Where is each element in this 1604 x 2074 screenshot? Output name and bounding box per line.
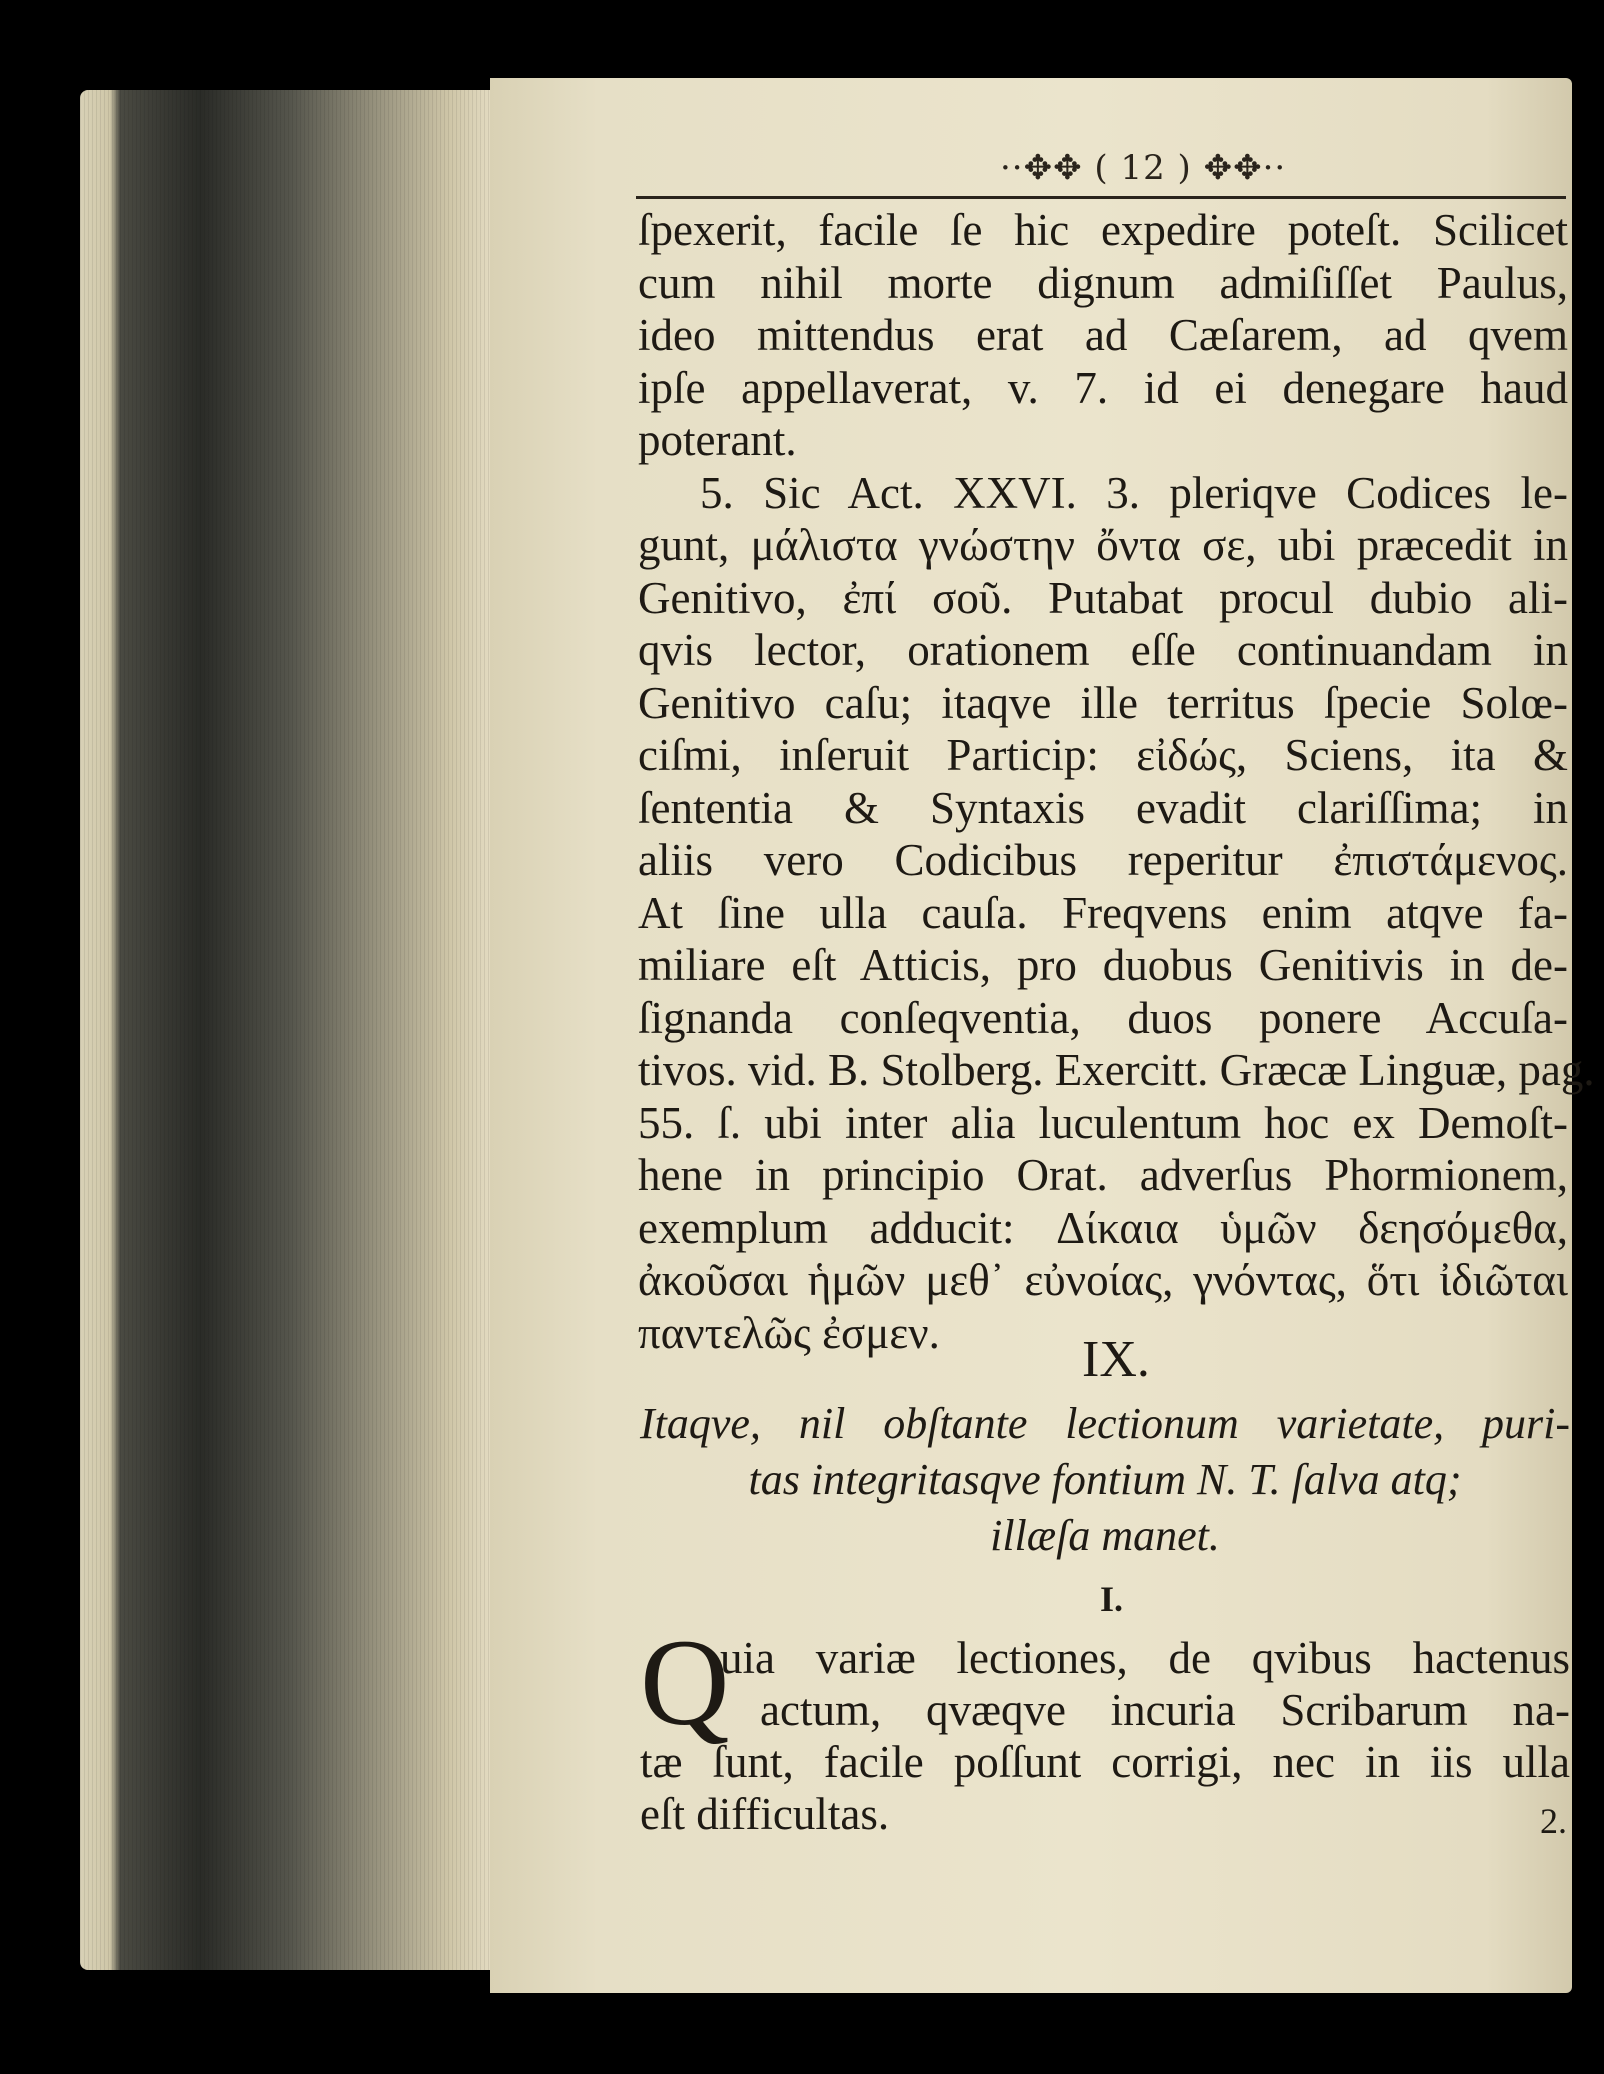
page-number: ( 12 ) <box>1094 148 1192 188</box>
text-line: tæ ſunt, facile poſſunt corrigi, nec in iis ulla <box>640 1737 1570 1787</box>
text-line: ideo mittendus erat ad Cæſarem, ad qvem <box>638 310 1568 360</box>
summary-line: illæſa manet. <box>990 1511 1220 1560</box>
section-heading: IX. <box>1082 1331 1150 1388</box>
text-line: ſpexerit, facile ſe hic expedire poteſt. Scilicet <box>638 205 1568 255</box>
text-line: aliis vero Codicibus reperitur ἐπιστάμενος. <box>638 835 1568 885</box>
text-line: exemplum adducit: Δίκαια ὑμῶν δεησόμεθα, <box>638 1202 1568 1253</box>
text-line: miliare eſt Atticis, pro duobus Genitivis in de- <box>638 940 1568 990</box>
text-line: tivos. vid. B. Stolberg. Exercitt. Græcæ Linguæ, pag. <box>638 1045 1595 1095</box>
main-text <box>638 204 1595 1359</box>
ornament-right: ✥✥·· <box>1191 148 1287 188</box>
text-line: eſt difficultas. <box>640 1789 890 1839</box>
text-line: 5. Sic Act. XXVI. 3. pleriqve Codices le- <box>700 467 1568 518</box>
page-header <box>1000 148 1286 188</box>
text-line: At ſine ulla cauſa. Freqvens enim atqve fa- <box>638 887 1568 938</box>
text-line: poterant. <box>638 415 797 465</box>
text-line: ipſe appellaverat, v. 7. id ei denegare haud <box>638 362 1568 413</box>
text-line: ſignanda conſeqventia, duos ponere Accuſa- <box>638 992 1568 1043</box>
text-line: qvis lector, orationem eſſe continuandam in <box>638 625 1568 675</box>
text-line: gunt, μάλιστα γνώστην ὄντα σε, ubi præcedit in <box>638 520 1568 570</box>
text-line: Genitivo, ἐπί σοῦ. Putabat procul dubio ali- <box>638 572 1568 623</box>
text-line: uia variæ lectiones, de qvibus hactenus <box>720 1633 1570 1683</box>
text-line: 55. ſ. ubi inter alia luculentum hoc ex Demoſt- <box>638 1097 1568 1148</box>
summary-line: Itaqve, nil obſtante lectionum varietate, puri- <box>640 1399 1570 1448</box>
subsection-text <box>640 1614 1570 1840</box>
text-line: ſententia & Syntaxis evadit clariſſima; in <box>638 782 1568 833</box>
section-summary <box>640 1396 1570 1564</box>
catchword: 2. <box>1540 1801 1567 1841</box>
subsection-numeral: I. <box>1100 1579 1124 1619</box>
book-fore-edge <box>80 90 490 1970</box>
drop-cap: Q <box>640 1614 730 1751</box>
ornament-left: ··✥✥ <box>1000 148 1095 188</box>
text-line: ciſmi, inſeruit Particip: εἰδώς, Sciens, ita & <box>638 730 1568 780</box>
summary-line: tas integritasqve fontium N. T. ſalva atq; <box>748 1455 1462 1504</box>
text-line: παντελῶς ἐσμεν. <box>638 1307 940 1358</box>
text-line: Genitivo caſu; itaqve ille territus ſpecie Solœ- <box>638 677 1568 728</box>
text-line: hene in principio Orat. adverſus Phormionem, <box>638 1150 1568 1200</box>
header-rule <box>636 196 1566 199</box>
text-line: cum nihil morte dignum admiſiſſet Paulus, <box>638 257 1568 308</box>
text-line: actum, qvæqve incuria Scribarum na- <box>760 1685 1570 1735</box>
text-line: ἀκοῦσαι ἡμῶν μεθ᾽ εὐνοίας, γνόντας, ὅτι ἰδιῶται <box>638 1255 1568 1305</box>
